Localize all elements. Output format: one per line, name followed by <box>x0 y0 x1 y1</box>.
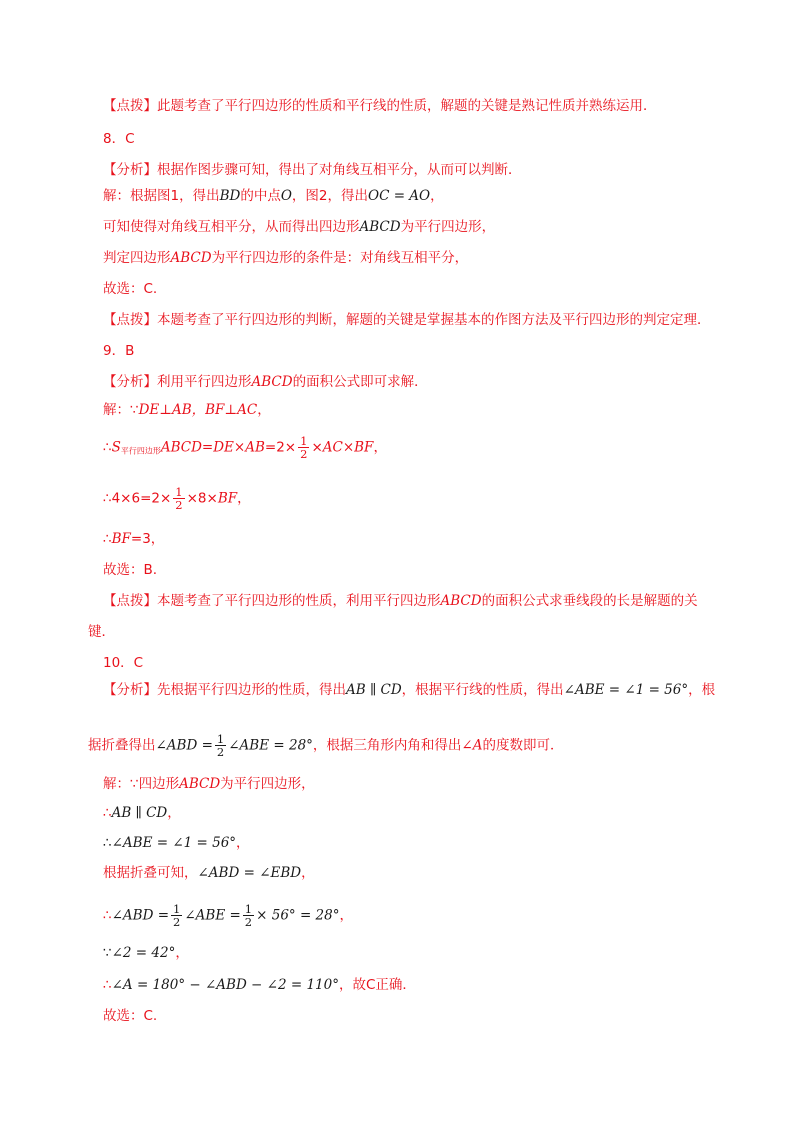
math-parallel: AB ∥ CD <box>111 805 168 821</box>
math-bd: BD <box>219 188 241 204</box>
text: 【分析】利用平行四边形 <box>103 374 252 390</box>
text: 解：∵ <box>103 402 139 418</box>
fraction-half <box>173 486 184 511</box>
math-expr: × 56° = 28° <box>256 907 340 924</box>
fraction-denominator: 2 <box>175 498 183 512</box>
text: ，根据三角形内角和得出 <box>312 737 462 754</box>
q10-answer: 10．C <box>103 655 144 671</box>
q10-solution-line2 <box>103 804 181 822</box>
text: ， <box>339 907 353 924</box>
text: 为平行四边形， <box>400 219 496 235</box>
math-perp: DE⊥AB，BF⊥AC <box>138 402 258 418</box>
math-oc-ao: OC = AO <box>368 188 431 204</box>
math-angle: ∠ABE = ∠1 = 56° <box>111 835 237 851</box>
math-parallel: AB ∥ CD <box>346 682 402 698</box>
q9-solution-line1 <box>103 401 271 419</box>
fraction-denominator: 2 <box>244 915 253 929</box>
q10-choice: 故选：C. <box>103 1008 158 1024</box>
math-bf: BF <box>111 531 131 547</box>
text: ∴ <box>103 439 112 456</box>
text: ， <box>373 439 387 456</box>
q8-solution-line1 <box>103 187 444 205</box>
text: 据折叠得出 <box>88 737 156 754</box>
text: ， <box>430 188 444 204</box>
text: 根据折叠可知， <box>103 865 198 881</box>
text: ∴ <box>103 805 112 821</box>
math-angle: ∠2 = 42° <box>111 945 176 961</box>
text: ×8× <box>186 490 218 507</box>
q8-answer: 8．C <box>103 131 135 147</box>
q10-analysis-continued <box>88 733 563 758</box>
q10-analysis <box>103 681 715 699</box>
text: ，图2，得出 <box>291 188 369 204</box>
math-o: O <box>280 188 292 204</box>
text: 的度数即可． <box>482 737 564 754</box>
text: ， <box>236 835 250 851</box>
math-expr: ABCD=DE×AB <box>160 439 265 456</box>
q9-analysis <box>103 373 428 391</box>
q8-tip: 【点拨】本题考查了平行四边形的判断，解题的关键是掌握基本的作图方法及平行四边形的判定定理． <box>103 312 711 328</box>
q8-solution-line3 <box>103 249 468 267</box>
fraction-numerator: 1 <box>300 434 308 448</box>
text: ，故C正确． <box>338 977 416 993</box>
text: 的中点 <box>240 188 281 204</box>
math-abcd: ABCD <box>170 250 212 266</box>
text: ，根 <box>688 682 716 698</box>
math-expr: AC×BF <box>322 439 374 456</box>
text: ， <box>301 865 315 881</box>
q10-solution-line4 <box>103 864 315 882</box>
text: 判定四边形 <box>103 250 171 266</box>
text: 的面积公式即可求解． <box>292 374 428 390</box>
q8-analysis: 【分析】根据作图步骤可知，得出了对角线互相平分，从而可以判断． <box>103 162 522 178</box>
text: 的面积公式求垂线段的长是解题的关 <box>481 593 698 609</box>
math-angle: ∠ABD = <box>155 737 213 754</box>
math-s: S <box>111 439 121 456</box>
math-angle: ∠ABE = 28° <box>228 737 313 754</box>
q8-solution-line2 <box>103 218 495 236</box>
math-angle-a: ∠A <box>461 737 483 754</box>
text: ， <box>237 490 251 507</box>
q9-tip <box>103 592 698 610</box>
fraction-half <box>243 903 254 928</box>
text: 【点拨】本题考查了平行四边形的性质，利用平行四边形 <box>103 593 441 609</box>
fraction-numerator: 1 <box>244 902 253 916</box>
text: ∴ <box>103 977 112 993</box>
math-abcd: ABCD <box>359 219 401 235</box>
fraction-half <box>298 435 309 460</box>
q10-solution-line1 <box>103 775 315 793</box>
text: ， <box>175 945 189 961</box>
fraction-numerator: 1 <box>175 485 183 499</box>
fraction-numerator: 1 <box>173 902 181 916</box>
text: ∴4×6=2× <box>103 490 172 507</box>
text: =3， <box>130 531 165 547</box>
math-abcd: ABCD <box>251 374 293 390</box>
fraction-denominator: 2 <box>173 915 181 929</box>
text: × <box>311 439 323 456</box>
math-bf: BF <box>217 490 238 507</box>
text: ∴ <box>103 835 112 851</box>
q7-tip: 【点拨】此题考查了平行四边形的性质和平行线的性质，解题的关键是熟记性质并熟练运用． <box>103 98 657 114</box>
subscript: 平行四边形 <box>120 446 161 456</box>
q9-answer: 9．B <box>103 343 135 359</box>
q10-solution-line5 <box>103 903 353 928</box>
fraction-half <box>171 903 182 928</box>
fraction-half <box>215 733 226 758</box>
q10-solution-line6 <box>103 944 189 962</box>
q9-solution-line2 <box>103 435 387 461</box>
q9-tip-continued: 键． <box>88 624 115 640</box>
q9-choice: 故选：B. <box>103 562 158 578</box>
fraction-denominator: 2 <box>216 745 225 759</box>
q9-solution-line4 <box>103 530 164 548</box>
math-angle: ∠ABE = <box>184 907 241 924</box>
text: 解：根据图1，得出 <box>103 188 220 204</box>
math-angle: ∠A = 180° − ∠ABD − ∠2 = 110° <box>111 977 339 993</box>
text: =2× <box>264 439 297 456</box>
text: 解：∵四边形 <box>103 776 180 792</box>
text: ， <box>257 402 271 418</box>
text: ，根据平行线的性质，得出 <box>401 682 564 698</box>
math-abcd: ABCD <box>179 776 221 792</box>
q10-solution-line7 <box>103 976 416 994</box>
q10-solution-line3 <box>103 834 250 852</box>
fraction-denominator: 2 <box>300 447 308 461</box>
text: ∵ <box>103 945 112 961</box>
fraction-numerator: 1 <box>216 732 225 746</box>
q8-choice: 故选：C. <box>103 281 158 297</box>
text: 为平行四边形， <box>220 776 315 792</box>
math-angle: ∠ABD = ∠EBD <box>197 865 302 881</box>
q9-solution-line3 <box>103 486 251 511</box>
text: ， <box>167 805 181 821</box>
text: 为平行四边形的条件是：对角线互相平分， <box>211 250 469 266</box>
text: 【分析】先根据平行四边形的性质，得出 <box>103 682 346 698</box>
text: 可知使得对角线互相平分，从而得出四边形 <box>103 219 360 235</box>
math-angle: ∠ABD = <box>111 907 170 924</box>
math-angle: ∠ABE = ∠1 = 56° <box>563 682 689 698</box>
text: ∴ <box>103 907 112 924</box>
math-abcd: ABCD <box>440 593 482 609</box>
text: ∴ <box>103 531 112 547</box>
